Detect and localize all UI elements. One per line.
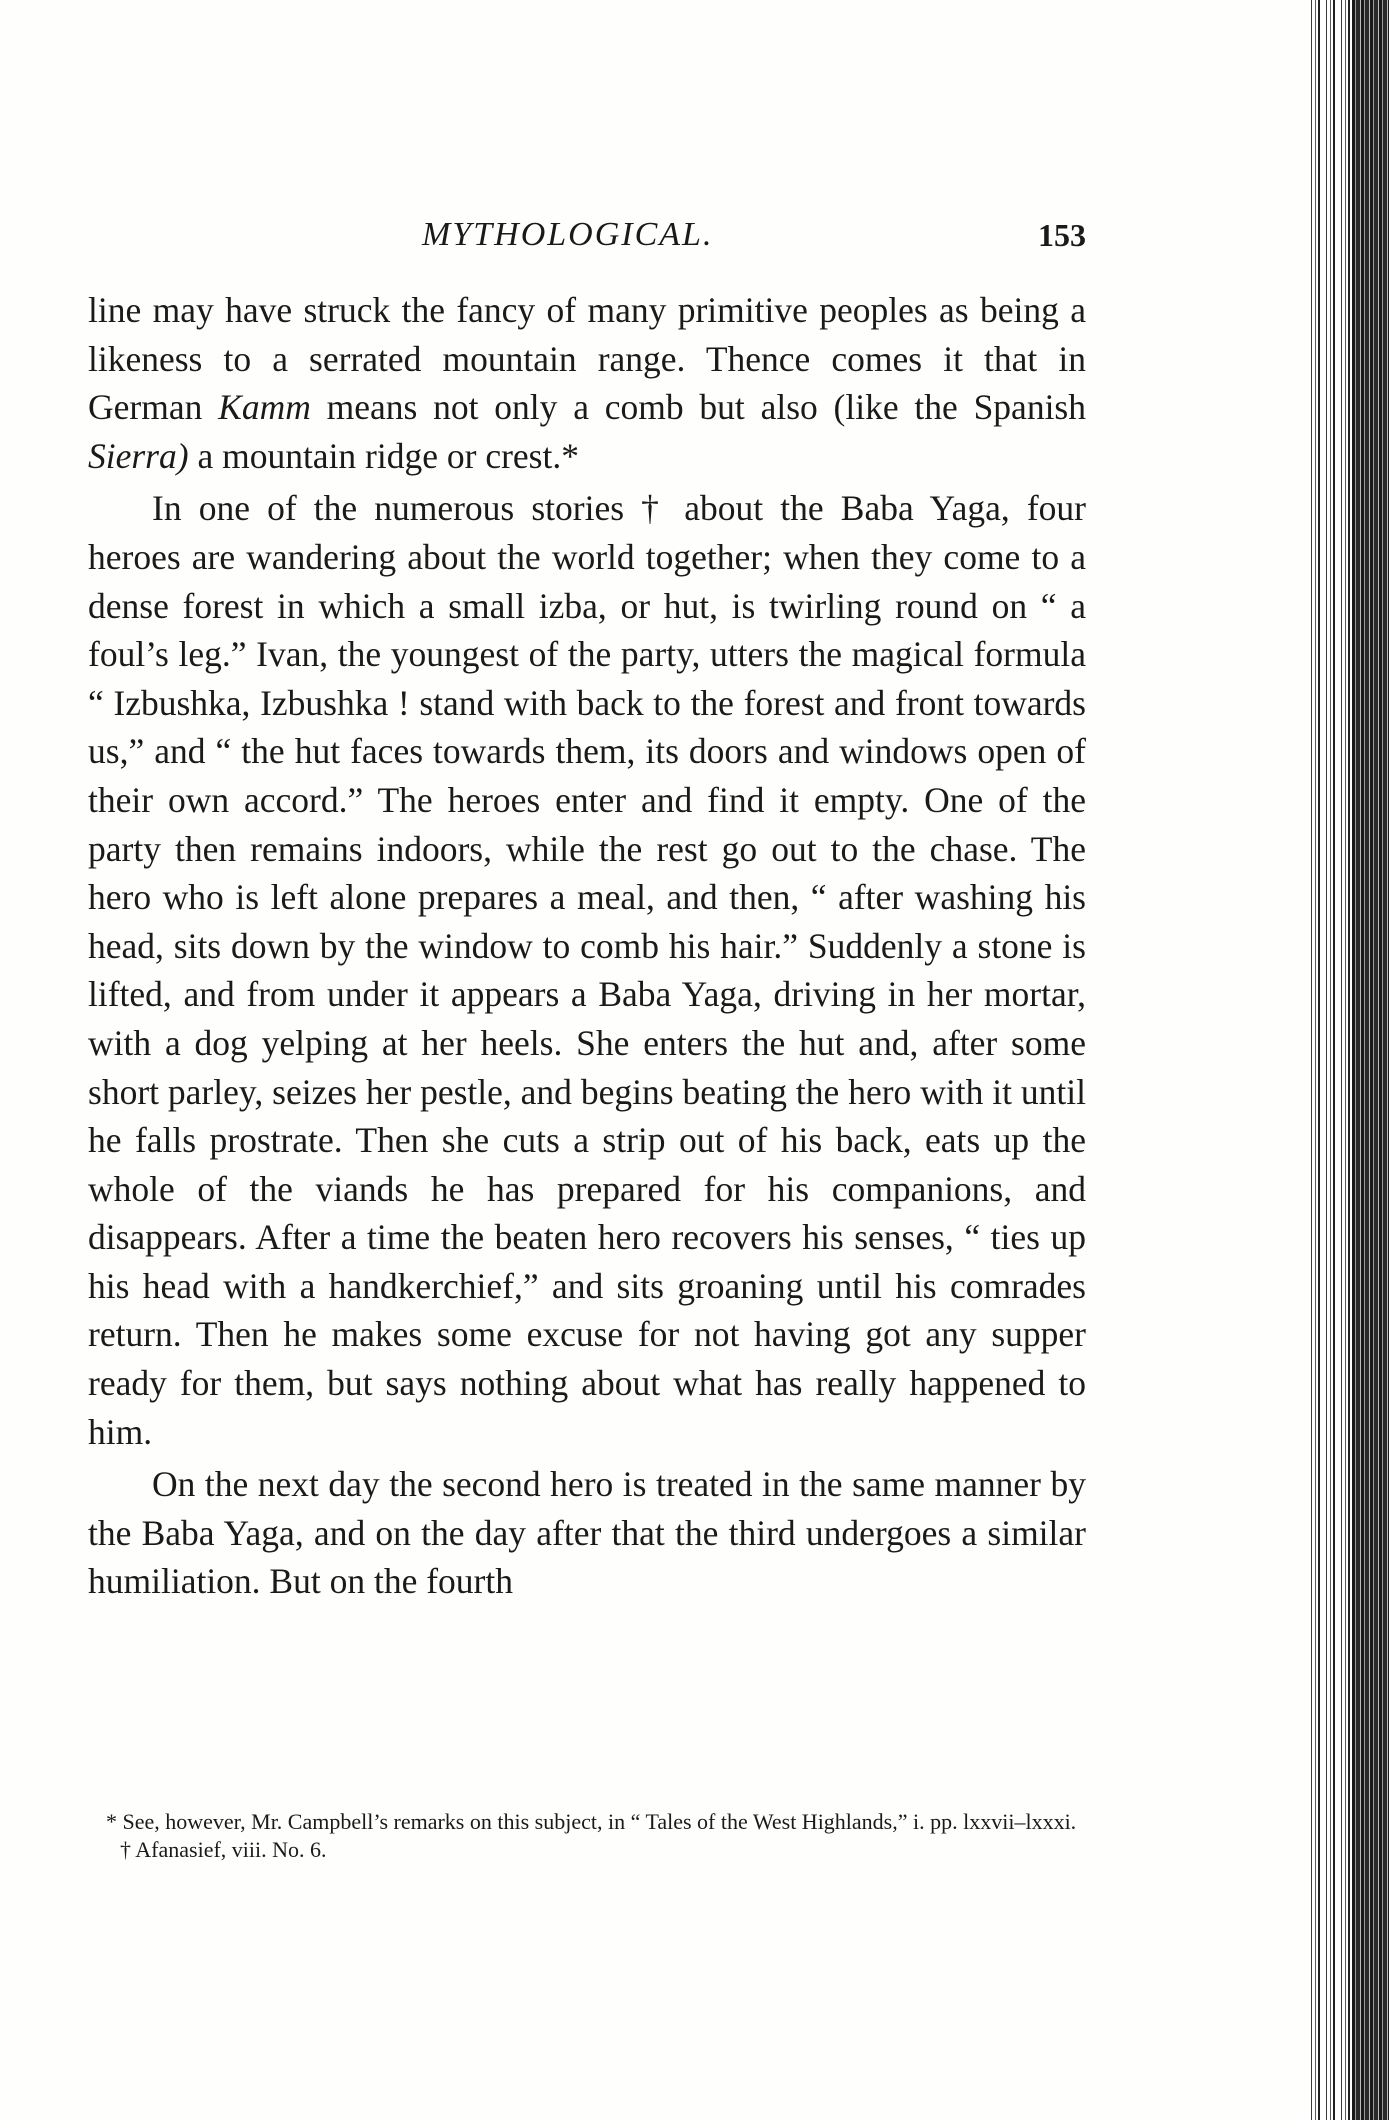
footnote-2: † Afanasief, viii. No. 6.: [120, 1837, 327, 1862]
paragraph-1-text-c: a mountain ridge or crest.*: [188, 435, 579, 476]
footnotes: [88, 1808, 1086, 1864]
page-header: [88, 210, 1086, 260]
page-number: 153: [1038, 217, 1086, 253]
term-sierra: Sierra): [88, 435, 189, 476]
footnote-1: * See, however, Mr. Campbell’s remarks on this subject, in “ Tales of the West Highlands,” i. pp. lxxvii–lxxxi.: [106, 1809, 1077, 1834]
paragraph-1-text-b: means not only a comb but also (like the Spanish: [310, 387, 1086, 428]
body-text: [88, 286, 1086, 1606]
paragraph-1-text-a: line may have struck the fancy of many primitive peoples as being a likeness to a serrated mountain range. Thence comes it that in German: [88, 290, 1086, 428]
book-binding-shadow: [1352, 0, 1389, 2120]
paragraph-3: On the next day the second hero is treated in the same manner by the Baba Yaga, and on the day after that the third undergoes a similar humiliation. But on the fourth: [88, 1464, 1086, 1602]
term-kamm: Kamm: [218, 387, 311, 428]
paragraph-1: [88, 286, 1086, 480]
running-head: MYTHOLOGICAL.: [422, 216, 714, 253]
paragraph-2: In one of the numerous stories † about the Baba Yaga, four heroes are wandering about the world together; when they come to a dense forest in which a small izba, or hut, is twirling round on “ a foul’s leg.” Ivan, the youngest of the party, utters the magical formula “ Izbushka, Izbushka ! stand with back to the forest and front towards us,” and “ the hut faces towards them, its doors and windows open of their own accord.” The heroes enter and find it empty. One of the party then remains indoors, while the rest go out to the chase. The hero who is left alone prepares a meal, and then, “ after washing his head, sits down by the window to comb his hair.” Suddenly a stone is lifted, and from under it appears a Baba Yaga, driving in her mortar, with a dog yelping at her heels. She enters the hut and, after some short parley, seizes her pestle, and begins beating the hero with it until he falls prostrate. Then she cuts a strip out of his back, eats up the whole of the viands he has prepared for his companions, and disappears. After a time the beaten hero recovers his senses, “ ties up his head with a handkerchief,” and sits groaning until his comrades return. Then he makes some excuse for not having got any supper ready for them, but says nothing about what has really happened to him.: [88, 488, 1086, 1452]
